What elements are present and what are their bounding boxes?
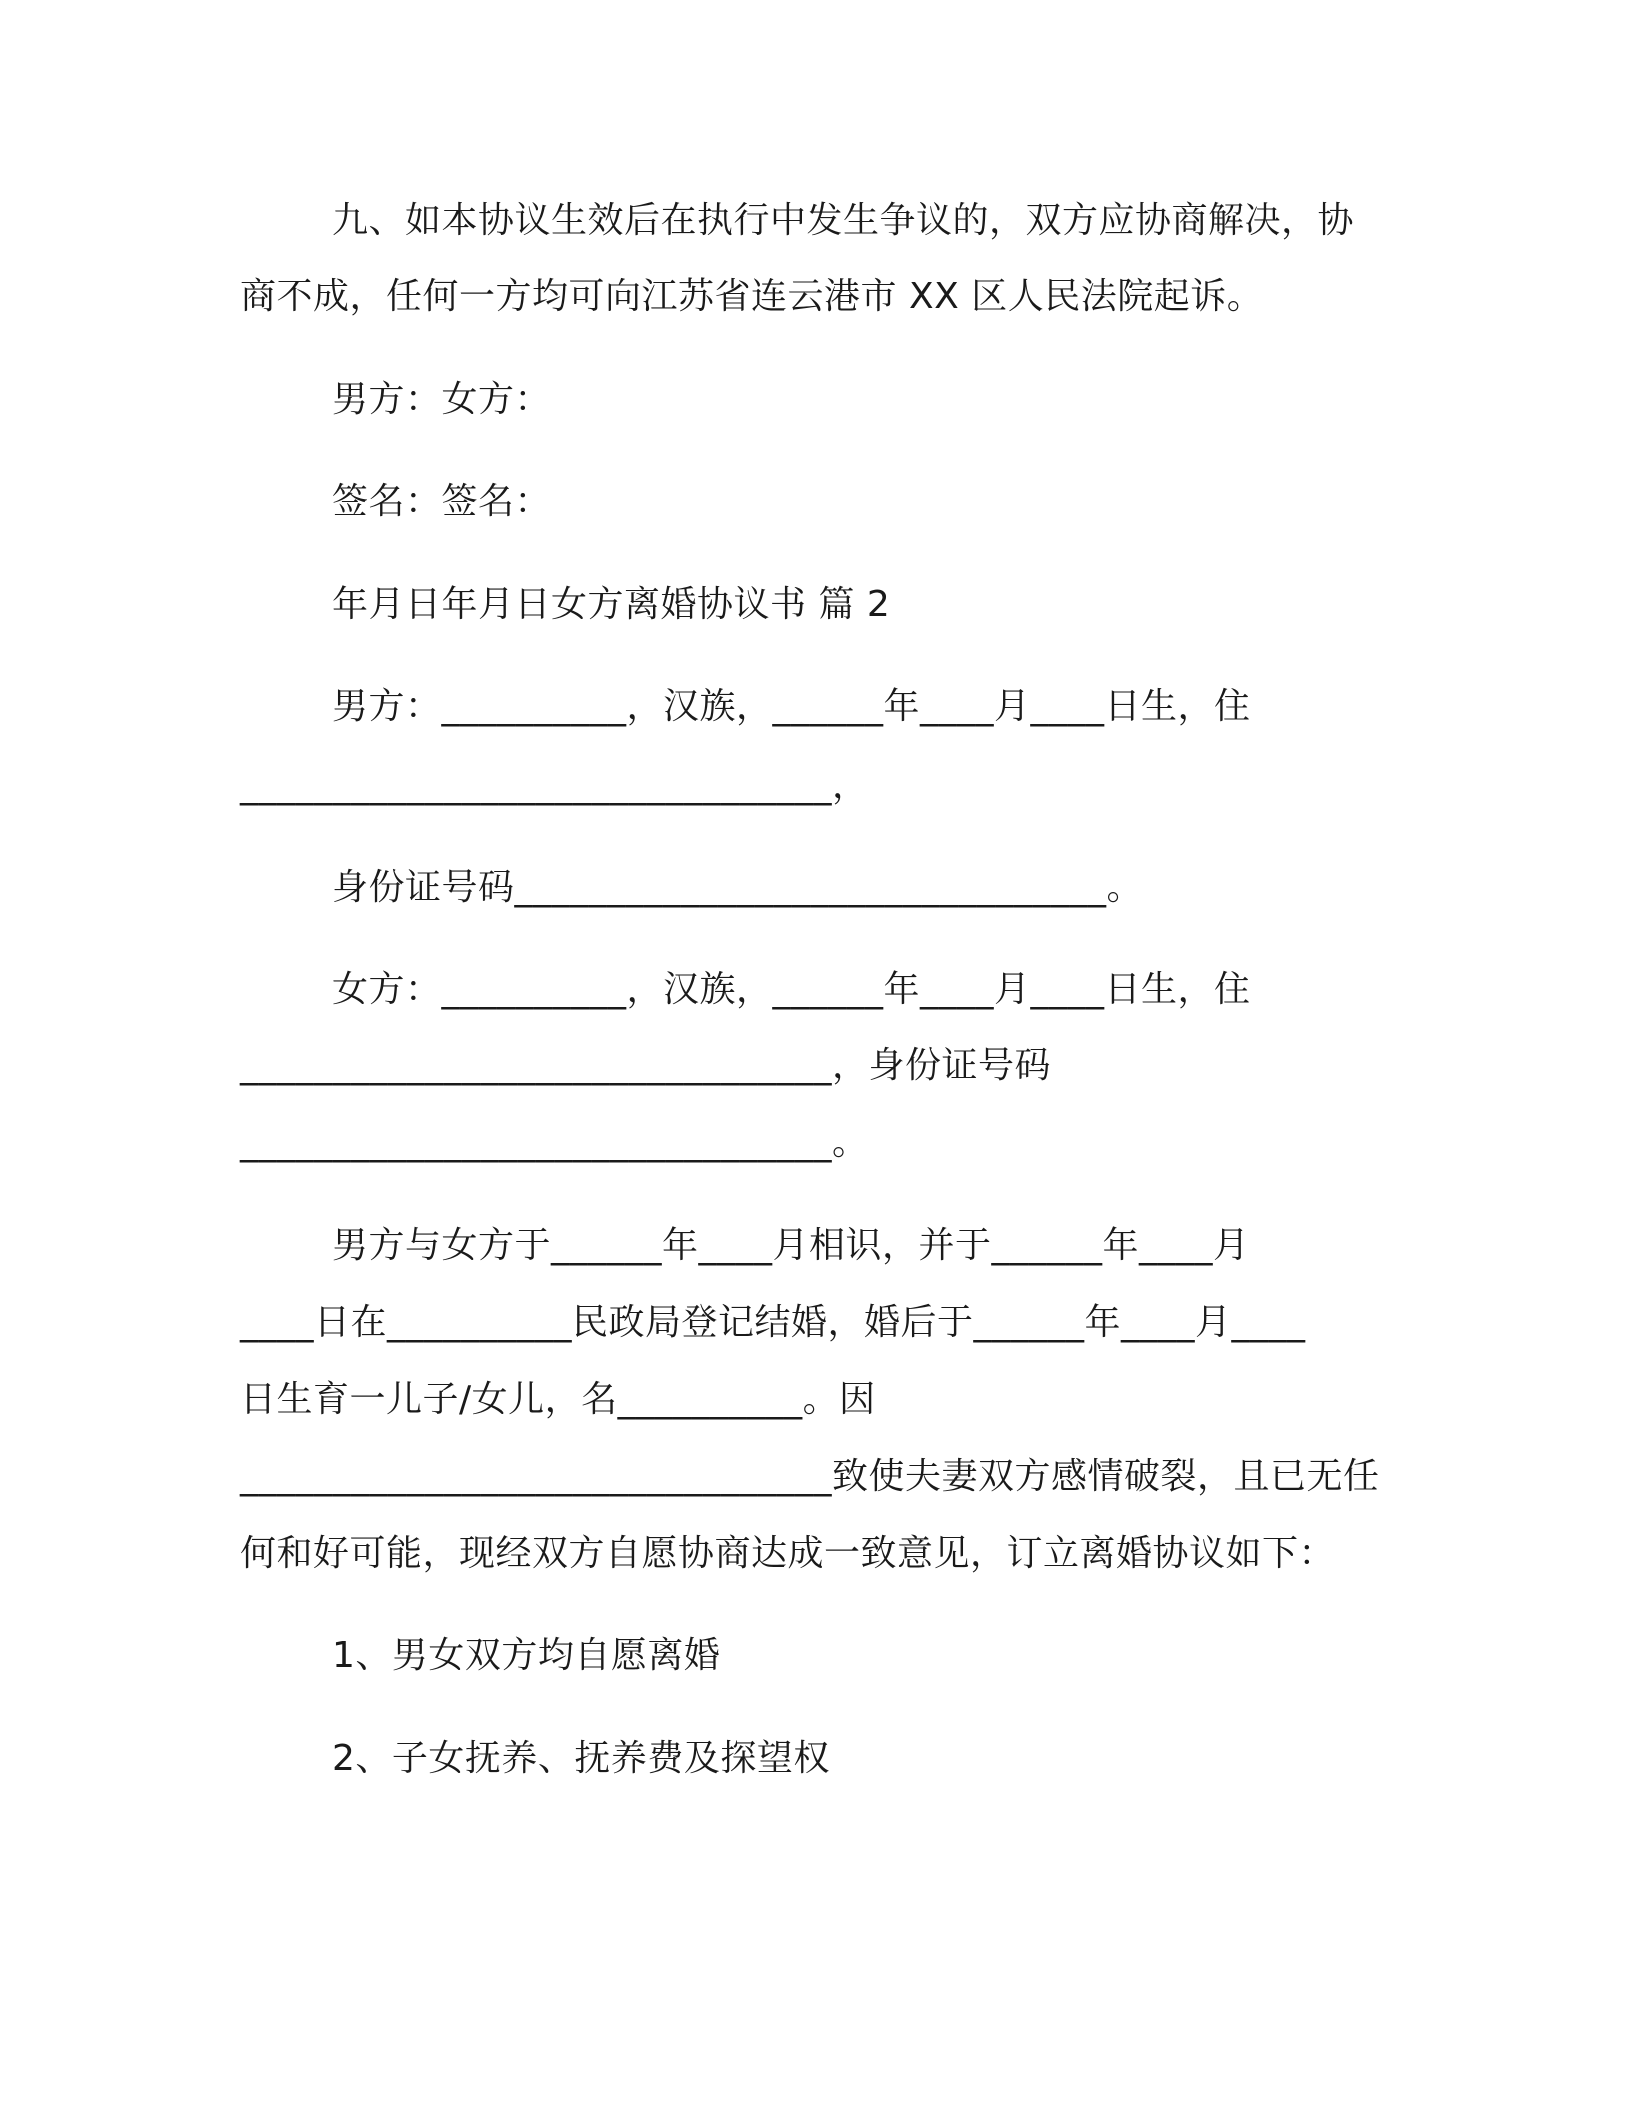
signature-labels: 签名：签名： [332, 481, 552, 522]
marriage-line-5: 何和好可能，现经双方自愿协商达成一致意见，订立离婚协议如下： [240, 1533, 1336, 1574]
marriage-line-1: 男方与女方于______年____月相识，并于______年____月 [332, 1225, 1250, 1266]
agreement-item-1: 1、男女双方均自愿离婚 [332, 1635, 721, 1676]
clause-nine-line-1: 九、如本协议生效后在执行中发生争议的，双方应协商解决，协 [332, 200, 1355, 241]
female-id-line: ________________________________。 [240, 1122, 869, 1163]
male-id-line: 身份证号码________________________________。 [332, 867, 1144, 908]
female-info-line-1: 女方：__________，汉族，______年____月____日生，住 [332, 969, 1251, 1010]
party-labels: 男方：女方： [332, 379, 552, 420]
section-title: 年月日年月日女方离婚协议书 篇 2 [332, 584, 891, 625]
female-info-line-2: ________________________________，身份证号码 [240, 1045, 1052, 1086]
marriage-line-2: ____日在__________民政局登记结婚，婚后于______年____月____ [240, 1302, 1306, 1343]
marriage-line-3: 日生育一儿子/女儿，名__________。因 [240, 1379, 876, 1420]
agreement-item-2: 2、子女抚养、抚养费及探望权 [332, 1738, 830, 1779]
male-info-line-1: 男方：__________，汉族，______年____月____日生，住 [332, 686, 1251, 727]
marriage-line-4: ________________________________致使夫妻双方感情破裂，且已无任 [240, 1456, 1380, 1497]
clause-nine-line-2: 商不成，任何一方均可向江苏省连云港市 XX 区人民法院起诉。 [240, 276, 1264, 317]
male-info-line-2: ________________________________， [240, 765, 869, 806]
